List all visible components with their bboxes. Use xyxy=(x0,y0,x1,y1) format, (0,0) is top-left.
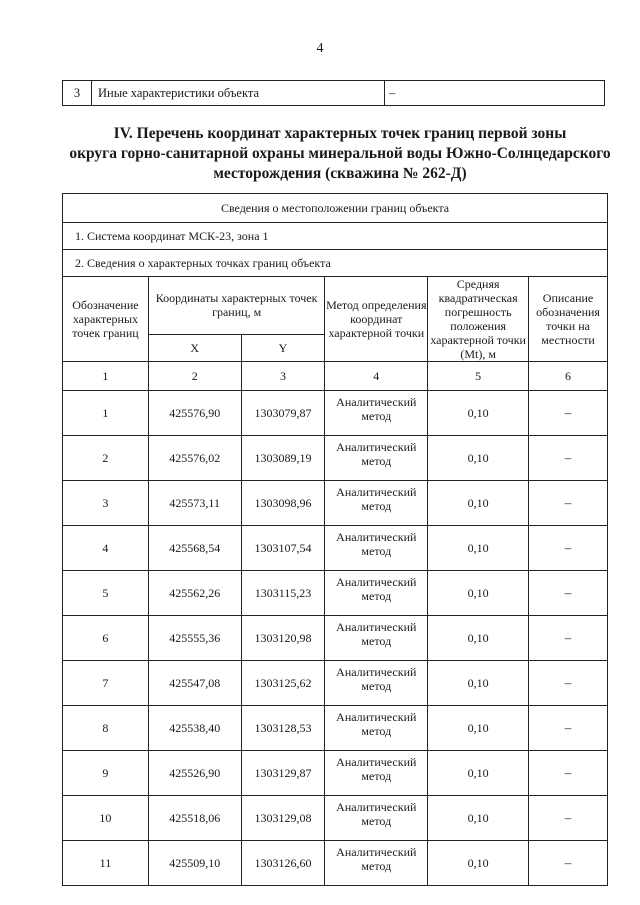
header-designation: Обозначение характерных точек границ xyxy=(63,277,149,362)
header-y: Y xyxy=(241,334,325,361)
method: Аналитический метод xyxy=(325,391,428,436)
mean-error: 0,10 xyxy=(428,481,529,526)
mean-error: 0,10 xyxy=(428,616,529,661)
column-index: 2 xyxy=(148,362,241,391)
description: – xyxy=(529,571,608,616)
x-coordinate: 425562,26 xyxy=(148,571,241,616)
row-value: – xyxy=(385,81,605,106)
x-coordinate: 425555,36 xyxy=(148,616,241,661)
mean-error: 0,10 xyxy=(428,706,529,751)
point-number: 5 xyxy=(63,571,149,616)
row-number: 3 xyxy=(63,81,92,106)
method: Аналитический метод xyxy=(325,571,428,616)
description: – xyxy=(529,616,608,661)
mean-error: 0,10 xyxy=(428,796,529,841)
column-index: 3 xyxy=(241,362,325,391)
method: Аналитический метод xyxy=(325,706,428,751)
column-index: 4 xyxy=(325,362,428,391)
point-number: 1 xyxy=(63,391,149,436)
point-number: 8 xyxy=(63,706,149,751)
object-characteristics-table xyxy=(62,80,605,106)
point-number: 6 xyxy=(63,616,149,661)
y-coordinate: 1303126,60 xyxy=(241,841,325,886)
header-x: X xyxy=(148,334,241,361)
row-name: Иные характеристики объекта xyxy=(92,81,385,106)
header-error: Средняя квадратическая погрешность положения характерной точки (Mt), м xyxy=(428,277,529,362)
x-coordinate: 425518,06 xyxy=(148,796,241,841)
mean-error: 0,10 xyxy=(428,841,529,886)
column-index: 1 xyxy=(63,362,149,391)
mean-error: 0,10 xyxy=(428,751,529,796)
method: Аналитический метод xyxy=(325,526,428,571)
title-line-1: IV. Перечень координат характерных точек границ первой зоны xyxy=(113,125,567,142)
y-coordinate: 1303120,98 xyxy=(241,616,325,661)
description: – xyxy=(529,526,608,571)
method: Аналитический метод xyxy=(325,436,428,481)
table-row xyxy=(63,391,608,436)
method: Аналитический метод xyxy=(325,796,428,841)
y-coordinate: 1303128,53 xyxy=(241,706,325,751)
table-row xyxy=(63,616,608,661)
header-coords: Координаты характерных точек границ, м xyxy=(148,277,325,335)
section-title xyxy=(40,124,640,184)
table-row xyxy=(63,796,608,841)
point-number: 9 xyxy=(63,751,149,796)
description: – xyxy=(529,706,608,751)
description: – xyxy=(529,796,608,841)
x-coordinate: 425509,10 xyxy=(148,841,241,886)
description: – xyxy=(529,751,608,796)
x-coordinate: 425526,90 xyxy=(148,751,241,796)
y-coordinate: 1303098,96 xyxy=(241,481,325,526)
point-number: 10 xyxy=(63,796,149,841)
mean-error: 0,10 xyxy=(428,391,529,436)
column-index-row xyxy=(63,362,608,391)
point-number: 2 xyxy=(63,436,149,481)
table-row xyxy=(63,661,608,706)
header-method: Метод определения координат характерной точки xyxy=(325,277,428,362)
table-row xyxy=(63,571,608,616)
description: – xyxy=(529,841,608,886)
table-row xyxy=(63,526,608,571)
method: Аналитический метод xyxy=(325,661,428,706)
points-info: 2. Сведения о характерных точках границ объекта xyxy=(63,250,608,277)
x-coordinate: 425538,40 xyxy=(148,706,241,751)
x-coordinate: 425568,54 xyxy=(148,526,241,571)
description: – xyxy=(529,661,608,706)
title-line-3: месторождения (скважина № 262-Д) xyxy=(213,165,467,182)
y-coordinate: 1303107,54 xyxy=(241,526,325,571)
mean-error: 0,10 xyxy=(428,571,529,616)
table-row xyxy=(63,81,605,106)
x-coordinate: 425573,11 xyxy=(148,481,241,526)
y-coordinate: 1303129,87 xyxy=(241,751,325,796)
x-coordinate: 425576,02 xyxy=(148,436,241,481)
table-row xyxy=(63,751,608,796)
description: – xyxy=(529,391,608,436)
point-number: 4 xyxy=(63,526,149,571)
y-coordinate: 1303115,23 xyxy=(241,571,325,616)
mean-error: 0,10 xyxy=(428,436,529,481)
y-coordinate: 1303129,08 xyxy=(241,796,325,841)
description: – xyxy=(529,481,608,526)
table-row xyxy=(63,841,608,886)
header-description: Описание обозначения точки на местности xyxy=(529,277,608,362)
table-row xyxy=(63,436,608,481)
description: – xyxy=(529,436,608,481)
mean-error: 0,10 xyxy=(428,526,529,571)
column-index: 6 xyxy=(529,362,608,391)
y-coordinate: 1303079,87 xyxy=(241,391,325,436)
coordinates-body xyxy=(63,391,608,886)
x-coordinate: 425576,90 xyxy=(148,391,241,436)
method: Аналитический метод xyxy=(325,481,428,526)
method: Аналитический метод xyxy=(325,841,428,886)
table-row xyxy=(63,481,608,526)
point-number: 11 xyxy=(63,841,149,886)
coord-system: 1. Система координат МСК-23, зона 1 xyxy=(63,223,608,250)
y-coordinate: 1303089,19 xyxy=(241,436,325,481)
point-number: 7 xyxy=(63,661,149,706)
mean-error: 0,10 xyxy=(428,661,529,706)
y-coordinate: 1303125,62 xyxy=(241,661,325,706)
section-header: Сведения о местоположении границ объекта xyxy=(63,194,608,223)
column-index: 5 xyxy=(428,362,529,391)
page-number: 4 xyxy=(316,41,324,56)
title-line-2: округа горно-санитарной охраны минеральной воды Южно-Солнцедарского xyxy=(69,145,611,162)
table-row xyxy=(63,706,608,751)
point-number: 3 xyxy=(63,481,149,526)
method: Аналитический метод xyxy=(325,616,428,661)
x-coordinate: 425547,08 xyxy=(148,661,241,706)
method: Аналитический метод xyxy=(325,751,428,796)
coordinates-table xyxy=(62,193,608,886)
